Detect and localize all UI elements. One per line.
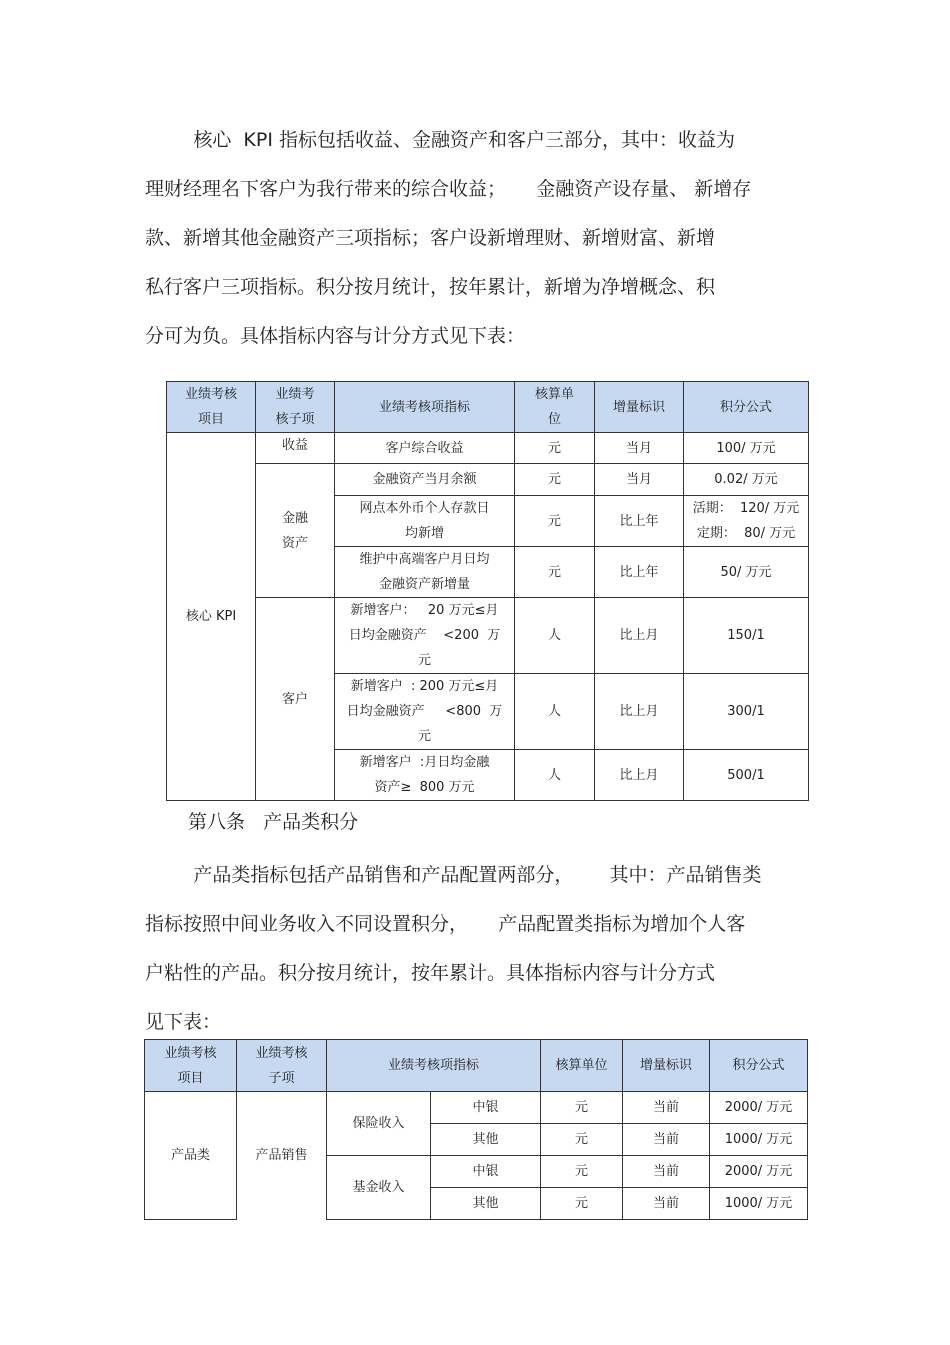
- indicator-cell: 新增客户 : 200 万元≤月 日均金融资产 <800 万 元: [335, 674, 515, 750]
- formula-cell: 0.02/ 万元: [684, 464, 809, 496]
- column-header: 核算单位: [541, 1040, 623, 1092]
- paragraph-kpi-intro: [145, 116, 810, 361]
- unit-cell: 元: [541, 1124, 623, 1156]
- indicator-cell: 网点本外币个人存款日 均新增: [335, 496, 515, 547]
- paragraph-line: 理财经理名下客户为我行带来的综合收益； 金融资产设存量、 新增存: [145, 178, 752, 200]
- flag-cell: 当前: [623, 1124, 710, 1156]
- indicator-cell: 维护中高端客户月日均 金融资产新增量: [335, 547, 515, 598]
- unit-cell: 元: [541, 1188, 623, 1220]
- table-row: [167, 464, 809, 496]
- formula-cell: 2000/ 万元: [710, 1156, 808, 1188]
- formula-cell: 活期： 120/ 万元 定期： 80/ 万元: [684, 496, 809, 547]
- paragraph-line: 见下表：: [145, 1011, 222, 1033]
- product-table: [144, 1039, 808, 1220]
- column-header: 业绩考核 项目: [145, 1040, 237, 1092]
- flag-cell: 比上月: [595, 674, 684, 750]
- indicator-cell: 新增客户 :月日均金融 资产≥ 800 万元: [335, 750, 515, 801]
- channel-cell: 中银: [431, 1092, 541, 1124]
- column-header: 业绩考 核子项: [256, 382, 335, 433]
- group-cell: 保险收入: [327, 1092, 431, 1156]
- column-header: 核算单 位: [515, 382, 595, 433]
- column-header: 积分公式: [710, 1040, 808, 1092]
- flag-cell: 当月: [595, 464, 684, 496]
- flag-cell: 比上月: [595, 598, 684, 674]
- unit-cell: 元: [515, 433, 595, 464]
- group-cell: 基金收入: [327, 1156, 431, 1220]
- channel-cell: 中银: [431, 1156, 541, 1188]
- unit-cell: 人: [515, 750, 595, 801]
- flag-cell: 比上年: [595, 496, 684, 547]
- sub-item-cell: 客户: [256, 598, 335, 801]
- paragraph-product-intro: [145, 851, 810, 1047]
- unit-cell: 元: [541, 1156, 623, 1188]
- unit-cell: 人: [515, 674, 595, 750]
- column-header: 增量标识: [623, 1040, 710, 1092]
- flag-cell: 当月: [595, 433, 684, 464]
- column-header: 业绩考核 子项: [237, 1040, 327, 1092]
- paragraph-line: 指标按照中间业务收入不同设置积分， 产品配置类指标为增加个人客: [145, 913, 746, 935]
- paragraph-line: 产品类指标包括产品销售和产品配置两部分， 其中：产品销售类: [145, 864, 762, 886]
- indicator-cell: 金融资产当月余额: [335, 464, 515, 496]
- flag-cell: 当前: [623, 1188, 710, 1220]
- column-header: 业绩考核 项目: [167, 382, 256, 433]
- channel-cell: 其他: [431, 1124, 541, 1156]
- flag-cell: 比上年: [595, 547, 684, 598]
- flag-cell: 当前: [623, 1092, 710, 1124]
- flag-cell: 当前: [623, 1156, 710, 1188]
- paragraph-line: 分可为负。具体指标内容与计分方式见下表：: [145, 325, 526, 347]
- unit-cell: 元: [515, 464, 595, 496]
- table-header-row: [167, 382, 809, 433]
- formula-cell: 150/1: [684, 598, 809, 674]
- formula-cell: 1000/ 万元: [710, 1124, 808, 1156]
- unit-cell: 元: [541, 1092, 623, 1124]
- table-row: [167, 598, 809, 674]
- formula-cell: 1000/ 万元: [710, 1188, 808, 1220]
- paragraph-line: 户粘性的产品。积分按月统计，按年累计。具体指标内容与计分方式: [145, 962, 716, 984]
- unit-cell: 人: [515, 598, 595, 674]
- column-header: 业绩考核项指标: [327, 1040, 541, 1092]
- formula-cell: 500/1: [684, 750, 809, 801]
- paragraph-line: 私行客户三项指标。积分按月统计，按年累计，新增为净增概念、积: [145, 276, 716, 298]
- sub-item-cell: 金融 资产: [256, 464, 335, 598]
- paragraph-line: 核心 KPI 指标包括收益、金融资产和客户三部分，其中：收益为: [145, 129, 735, 151]
- formula-cell: 50/ 万元: [684, 547, 809, 598]
- formula-cell: 300/1: [684, 674, 809, 750]
- formula-cell: 100/ 万元: [684, 433, 809, 464]
- sub-item-cell: 产品销售: [237, 1092, 327, 1220]
- column-header: 积分公式: [684, 382, 809, 433]
- column-header: 业绩考核项指标: [335, 382, 515, 433]
- indicator-cell: 新增客户： 20 万元≤月 日均金融资产 <200 万 元: [335, 598, 515, 674]
- column-header: 增量标识: [595, 382, 684, 433]
- project-cell: 产品类: [145, 1092, 237, 1220]
- table-row: [167, 433, 809, 464]
- unit-cell: 元: [515, 496, 595, 547]
- formula-cell: 2000/ 万元: [710, 1092, 808, 1124]
- table-header-row: [145, 1040, 808, 1092]
- kpi-table: [166, 381, 809, 801]
- unit-cell: 元: [515, 547, 595, 598]
- section-heading: 第八条 产品类积分: [188, 811, 359, 833]
- indicator-cell: 客户综合收益: [335, 433, 515, 464]
- sub-item-cell: 收益: [256, 433, 335, 464]
- paragraph-line: 款、新增其他金融资产三项指标；客户设新增理财、新增财富、新增: [145, 227, 716, 249]
- flag-cell: 比上月: [595, 750, 684, 801]
- table-row: [145, 1092, 808, 1124]
- channel-cell: 其他: [431, 1188, 541, 1220]
- project-cell: 核心 KPI: [167, 433, 256, 801]
